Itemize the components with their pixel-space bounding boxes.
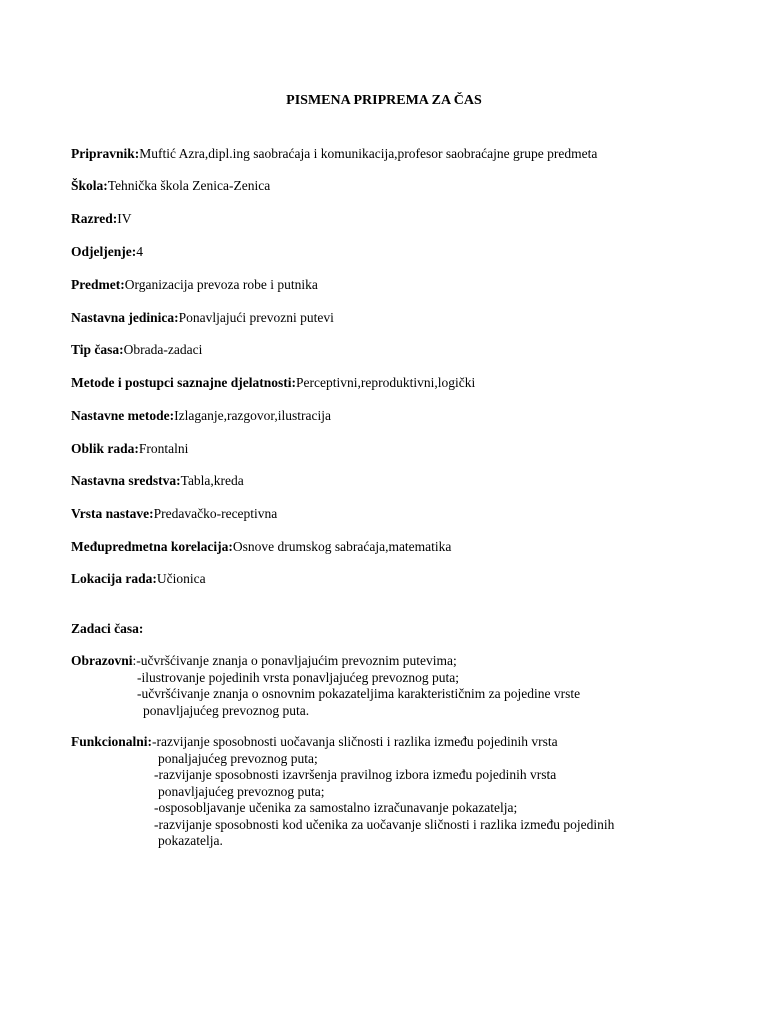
- field-tip-casa: [71, 341, 202, 358]
- obrazovni-line-1: [71, 653, 580, 670]
- field-predmet: [71, 276, 318, 293]
- field-label: Razred:: [71, 211, 118, 226]
- document-title: PISMENA PRIPREMA ZA ČAS: [286, 93, 482, 108]
- tasks-heading: Zadaci časa:: [71, 621, 144, 636]
- field-value: Tehnička škola Zenica-Zenica: [107, 178, 271, 193]
- field-label: Nastavna jedinica:: [71, 310, 179, 325]
- funkcionalni-line-7: pokazatelja.: [158, 833, 223, 848]
- field-label: Nastavna sredstva:: [71, 473, 181, 488]
- field-metode-postupci: [71, 374, 475, 391]
- funkcionalni-block: [71, 734, 614, 850]
- field-value: IV: [117, 211, 132, 226]
- field-nastavne-metode: [71, 407, 331, 424]
- field-value: Izlaganje,razgovor,ilustracija: [174, 408, 331, 423]
- funkcionalni-line-3: -razvijanje sposobnosti izavršenja pravilnog izbora između pojedinih vrsta: [154, 767, 557, 782]
- funkcionalni-line-6: -razvijanje sposobnosti kod učenika za uočavanje sličnosti i razlika između pojedinih: [154, 816, 615, 832]
- field-nastavna-sredstva: [71, 472, 244, 489]
- field-label: Tip časa:: [71, 342, 124, 357]
- field-value: Učionica: [156, 571, 206, 586]
- field-label: Međupredmetna korelacija:: [71, 539, 233, 554]
- funkcionalni-label: Funkcionalni:: [71, 734, 153, 749]
- field-vrsta-nastave: [71, 505, 277, 522]
- field-odjeljenje: [71, 243, 143, 260]
- obrazovni-label: Obrazovni: [71, 653, 133, 668]
- field-label: Lokacija rada:: [71, 571, 157, 586]
- field-label: Predmet:: [71, 277, 125, 292]
- obrazovni-text: :-učvršćivanje znanja o ponavljajućim prevoznim putevima;: [132, 653, 457, 668]
- field-value: Ponavljajući prevozni putevi: [178, 310, 334, 325]
- obrazovni-line-2: -ilustrovanje pojedinih vrsta ponavljajućeg prevoznog puta;: [137, 669, 460, 685]
- field-razred: [71, 210, 132, 227]
- obrazovni-line-4: ponavljajućeg prevoznog puta.: [143, 702, 310, 718]
- funkcionalni-line-5: -osposobljavanje učenika za samostalno izračunavanje pokazatelja;: [154, 800, 518, 815]
- field-lokacija-rada: [71, 570, 206, 587]
- field-value: Frontalni: [138, 441, 189, 456]
- field-value: Obrada-zadaci: [123, 342, 203, 357]
- field-value: Organizacija prevoza robe i putnika: [124, 277, 318, 292]
- field-label: Nastavne metode:: [71, 408, 175, 423]
- field-value: Predavačko-receptivna: [153, 506, 278, 521]
- field-value: Perceptivni,reproduktivni,logički: [296, 375, 476, 390]
- field-value: Muftić Azra,dipl.ing saobraćaja i komunikacija,profesor saobraćajne grupe predmeta: [139, 146, 598, 161]
- field-label: Škola:: [71, 178, 108, 193]
- field-label: Metode i postupci saznajne djelatnosti:: [71, 375, 296, 390]
- obrazovni-block: [71, 653, 580, 719]
- field-value: Tabla,kreda: [180, 473, 244, 488]
- field-label: Oblik rada:: [71, 441, 139, 456]
- field-nastavna-jedinica: [71, 309, 334, 326]
- field-pripravnik: [71, 145, 597, 162]
- field-label: Odjeljenje:: [71, 244, 137, 259]
- funkcionalni-text: -razvijanje sposobnosti uočavanja sličnosti i razlika između pojedinih vrsta: [152, 734, 558, 749]
- funkcionalni-line-4: ponavljajućeg prevoznog puta;: [158, 783, 325, 799]
- field-value: 4: [136, 244, 143, 259]
- obrazovni-line-3: -učvršćivanje znanja o osnovnim pokazateljima karakterističnim za pojedine vrste: [137, 686, 581, 701]
- field-value: Osnove drumskog sabraćaja,matematika: [232, 539, 452, 554]
- field-oblik-rada: [71, 440, 188, 457]
- funkcionalni-line-1: [71, 734, 614, 751]
- field-skola: [71, 177, 270, 194]
- field-label: Pripravnik:: [71, 146, 140, 161]
- field-medjupredmetna-korelacija: [71, 538, 451, 555]
- field-label: Vrsta nastave:: [71, 506, 154, 521]
- funkcionalni-line-2: ponaljajućeg prevoznog puta;: [158, 750, 318, 766]
